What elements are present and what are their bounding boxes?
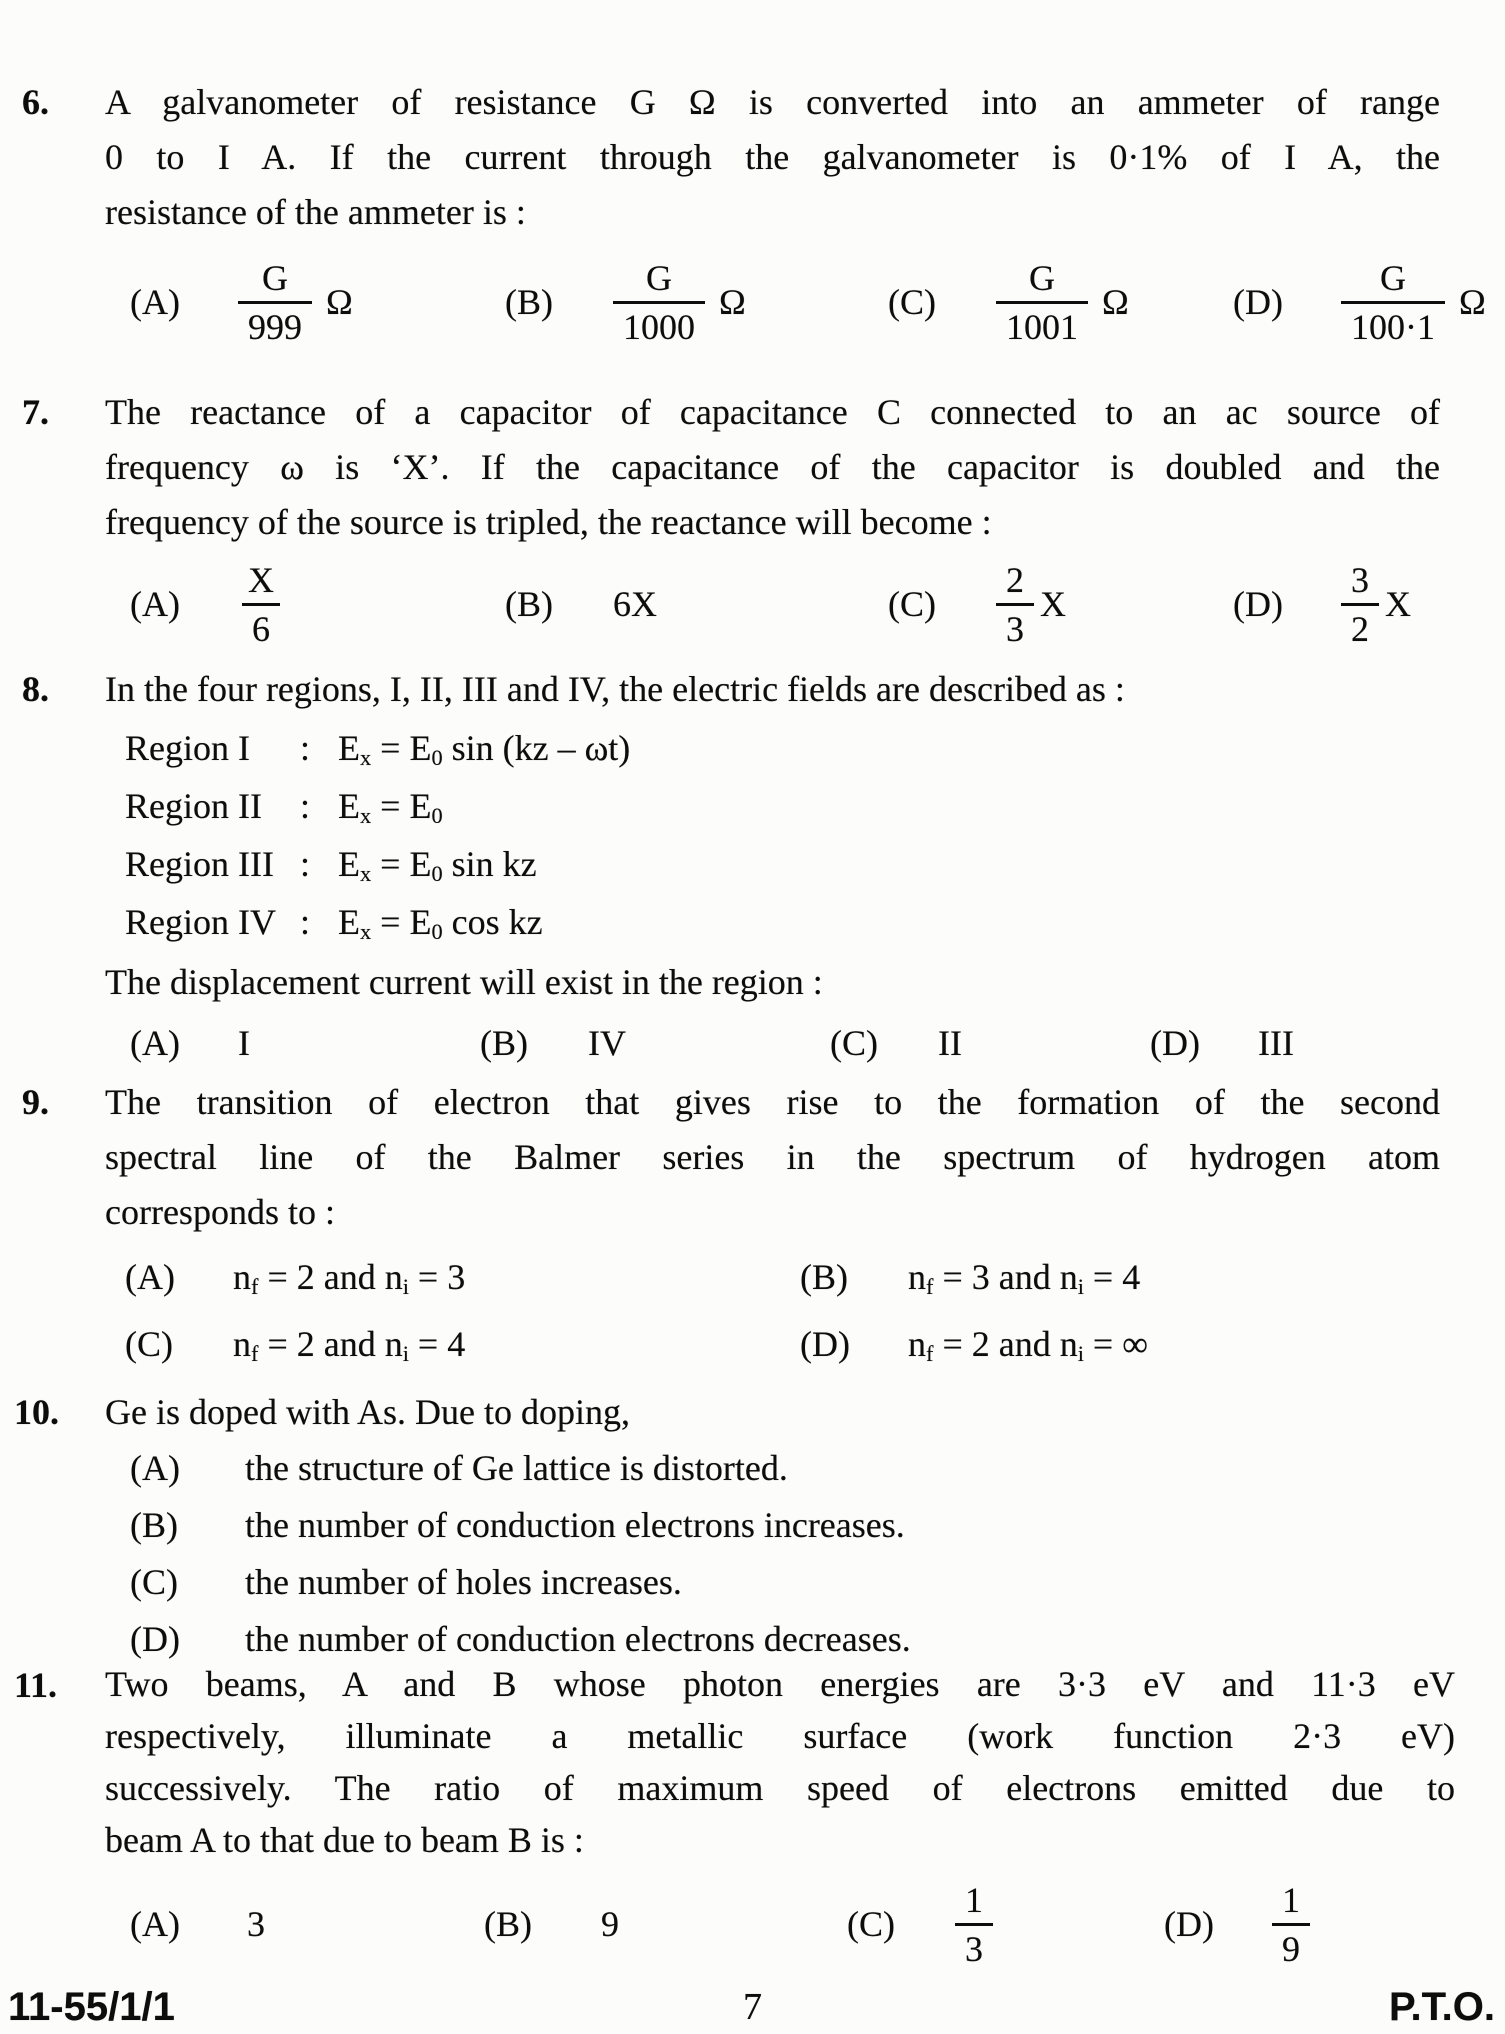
option-a: [125, 1250, 800, 1305]
option-value: the number of holes increases.: [245, 1562, 682, 1602]
option-d: [1233, 560, 1505, 650]
question-followup: The displacement current will exist in the region :: [105, 962, 823, 1002]
option-label: (B): [505, 584, 553, 625]
option-c: [130, 1554, 1505, 1611]
option-b: [480, 1016, 830, 1071]
option-value: 9: [601, 1904, 619, 1945]
colon: :: [300, 728, 311, 768]
region-row: [125, 837, 1505, 895]
question-11: [0, 1658, 1505, 1970]
question-text: The transition of electron that gives rise to the formation of the second spectral line of the Balmer series in the spectrum of hydrogen atom corresponds to :: [105, 1082, 1440, 1232]
option-b: [484, 1897, 847, 1952]
option-d: [800, 1317, 1505, 1372]
option-b: [505, 577, 888, 632]
option-d: [1164, 1880, 1505, 1970]
option-label: (B): [800, 1257, 848, 1297]
option-a: [130, 1016, 480, 1071]
option-label: (C): [888, 282, 936, 323]
question-text: A galvanometer of resistance G Ω is converted into an ammeter of range 0 to I A. If the current through the galvanometer is 0·1% of I A, the resistance of the ammeter is :: [105, 82, 1440, 232]
option-formula: $n_f = 2$ and $n_i$ = ∞: [908, 1324, 1148, 1366]
options-row: [130, 560, 1505, 650]
pto-label: P.T.O.: [1389, 1985, 1495, 2029]
region-formula: $E_x = E_0$ cos kz: [338, 902, 543, 944]
question-text: In the four regions, I, II, III and IV, the electric fields are described as :: [105, 669, 1125, 709]
fraction: [1341, 560, 1379, 650]
fraction: [1272, 1880, 1310, 1970]
option-label: (A): [130, 1023, 180, 1063]
page-footer: [0, 1985, 1505, 2034]
question-6: [0, 75, 1505, 348]
fraction: [238, 560, 284, 650]
option-suffix: X: [1385, 584, 1411, 625]
colon: :: [300, 902, 311, 942]
option-d: [1150, 1016, 1505, 1071]
region-row: [125, 895, 1505, 953]
option-label: (B): [480, 1023, 528, 1063]
option-formula: $n_f = 2$ and $n_i = 3$: [233, 1257, 466, 1299]
page-number: 7: [743, 1986, 762, 2028]
paper-code: 11-55/1/1: [8, 1985, 175, 2029]
fraction-numerator: 1: [965, 1880, 983, 1920]
option-label: (A): [125, 1257, 175, 1297]
option-value: II: [938, 1023, 962, 1063]
question-7: [0, 385, 1505, 650]
region-row: [125, 721, 1505, 779]
option-a: [130, 1440, 1505, 1497]
fraction-numerator: G: [1029, 258, 1055, 298]
options-grid: [125, 1250, 1505, 1372]
question-text: The reactance of a capacitor of capacitance C connected to an ac source of frequency ω is ‘X’. If the capacitance of the capacitor is doubled and the frequency of the source is tripled, the reactance will become :: [105, 392, 1440, 542]
option-label: (D): [1164, 1904, 1214, 1945]
question-text: Ge is doped with As. Due to doping,: [105, 1392, 630, 1432]
option-a: [130, 258, 505, 348]
option-value: 6X: [613, 584, 657, 625]
option-label: (D): [130, 1619, 180, 1659]
option-label: (B): [130, 1505, 178, 1545]
option-c: [830, 1016, 1150, 1071]
option-label: (D): [1233, 282, 1283, 323]
option-b: [800, 1250, 1505, 1305]
option-c: [847, 1880, 1164, 1970]
question-number: 8.: [22, 669, 49, 709]
question-number: 7.: [22, 392, 49, 432]
fraction-denominator: 3: [996, 603, 1034, 649]
option-unit: Ω: [1459, 282, 1486, 323]
option-b: [130, 1497, 1505, 1554]
option-a: [130, 560, 505, 650]
option-label: (C): [888, 584, 936, 625]
option-label: (C): [130, 1562, 178, 1602]
option-c: [125, 1317, 800, 1372]
fraction-denominator: 999: [238, 301, 312, 347]
fraction-numerator: X: [248, 560, 274, 600]
fraction: [955, 1880, 993, 1970]
option-label: (A): [130, 282, 180, 323]
option-unit: Ω: [1102, 282, 1129, 323]
option-formula: $n_f = 2$ and $n_i = 4$: [233, 1324, 466, 1366]
option-b: [505, 258, 888, 348]
options-list: [130, 1440, 1505, 1668]
option-value: the number of conduction electrons increases.: [245, 1505, 905, 1545]
option-label: (D): [1233, 584, 1283, 625]
options-row: [130, 1016, 1505, 1071]
fraction-denominator: 3: [955, 1923, 993, 1969]
option-value: IV: [588, 1023, 626, 1063]
question-text: Two beams, A and B whose photon energies are 3·3 eV and 11·3 eV respectively, illuminate a metallic surface (work function 2·3 eV) successively. The ratio of maximum speed of electrons emitted due to beam A to that due to beam B is :: [105, 1664, 1455, 1860]
option-a: [130, 1897, 484, 1952]
fraction-denominator: 1001: [996, 301, 1088, 347]
colon: :: [300, 786, 311, 826]
question-10: [0, 1385, 1505, 1668]
region-name: Region IV: [125, 902, 276, 942]
question-9: [0, 1075, 1505, 1372]
option-label: (D): [1150, 1023, 1200, 1063]
fraction-numerator: G: [646, 258, 672, 298]
option-label: (C): [847, 1904, 895, 1945]
option-value: the number of conduction electrons decreases.: [245, 1619, 911, 1659]
fraction-numerator: 1: [1282, 1880, 1300, 1920]
fraction-denominator: 100·1: [1341, 301, 1445, 347]
fraction-numerator: G: [262, 258, 288, 298]
region-formula: $E_x = E_0$ sin kz: [338, 844, 537, 886]
option-label: (A): [130, 584, 180, 625]
fraction-denominator: 1000: [613, 301, 705, 347]
region-formula: $E_x = E_0$ sin (kz – ωt): [338, 728, 631, 770]
option-formula: $n_f = 3$ and $n_i = 4$: [908, 1257, 1141, 1299]
question-number: 9.: [22, 1082, 49, 1122]
fraction-numerator: G: [1380, 258, 1406, 298]
option-label: (A): [130, 1448, 180, 1488]
region-name: Region II: [125, 786, 262, 826]
options-row: [130, 258, 1505, 348]
option-value: 3: [247, 1904, 265, 1945]
question-number: 10.: [14, 1392, 59, 1432]
fraction-denominator: 9: [1272, 1923, 1310, 1969]
option-label: (C): [125, 1324, 173, 1364]
region-formula: $E_x = E_0$: [338, 786, 443, 828]
option-unit: Ω: [326, 282, 353, 323]
option-label: (B): [484, 1904, 532, 1945]
region-row: [125, 779, 1505, 837]
question-number: 6.: [22, 82, 49, 122]
option-c: [888, 258, 1233, 348]
region-name: Region III: [125, 844, 274, 884]
region-definitions: [0, 721, 1505, 953]
fraction-numerator: 2: [1006, 560, 1024, 600]
option-c: [888, 560, 1233, 650]
fraction-numerator: 3: [1351, 560, 1369, 600]
fraction: [996, 560, 1034, 650]
fraction: [613, 258, 705, 348]
option-unit: Ω: [719, 282, 746, 323]
colon: :: [300, 844, 311, 884]
fraction-denominator: 6: [242, 603, 280, 649]
option-label: (A): [130, 1904, 180, 1945]
fraction: [1341, 258, 1445, 348]
region-name: Region I: [125, 728, 250, 768]
option-label: (D): [800, 1324, 850, 1364]
fraction: [996, 258, 1088, 348]
option-value: I: [238, 1023, 250, 1063]
option-value: the structure of Ge lattice is distorted.: [245, 1448, 788, 1488]
fraction: [238, 258, 312, 348]
option-d: [1233, 258, 1505, 348]
options-row: [130, 1880, 1505, 1970]
question-number: 11.: [14, 1665, 58, 1705]
question-8: [0, 662, 1505, 1071]
option-label: (B): [505, 282, 553, 323]
option-suffix: X: [1040, 584, 1066, 625]
option-value: III: [1258, 1023, 1294, 1063]
fraction-denominator: 2: [1341, 603, 1379, 649]
option-label: (C): [830, 1023, 878, 1063]
